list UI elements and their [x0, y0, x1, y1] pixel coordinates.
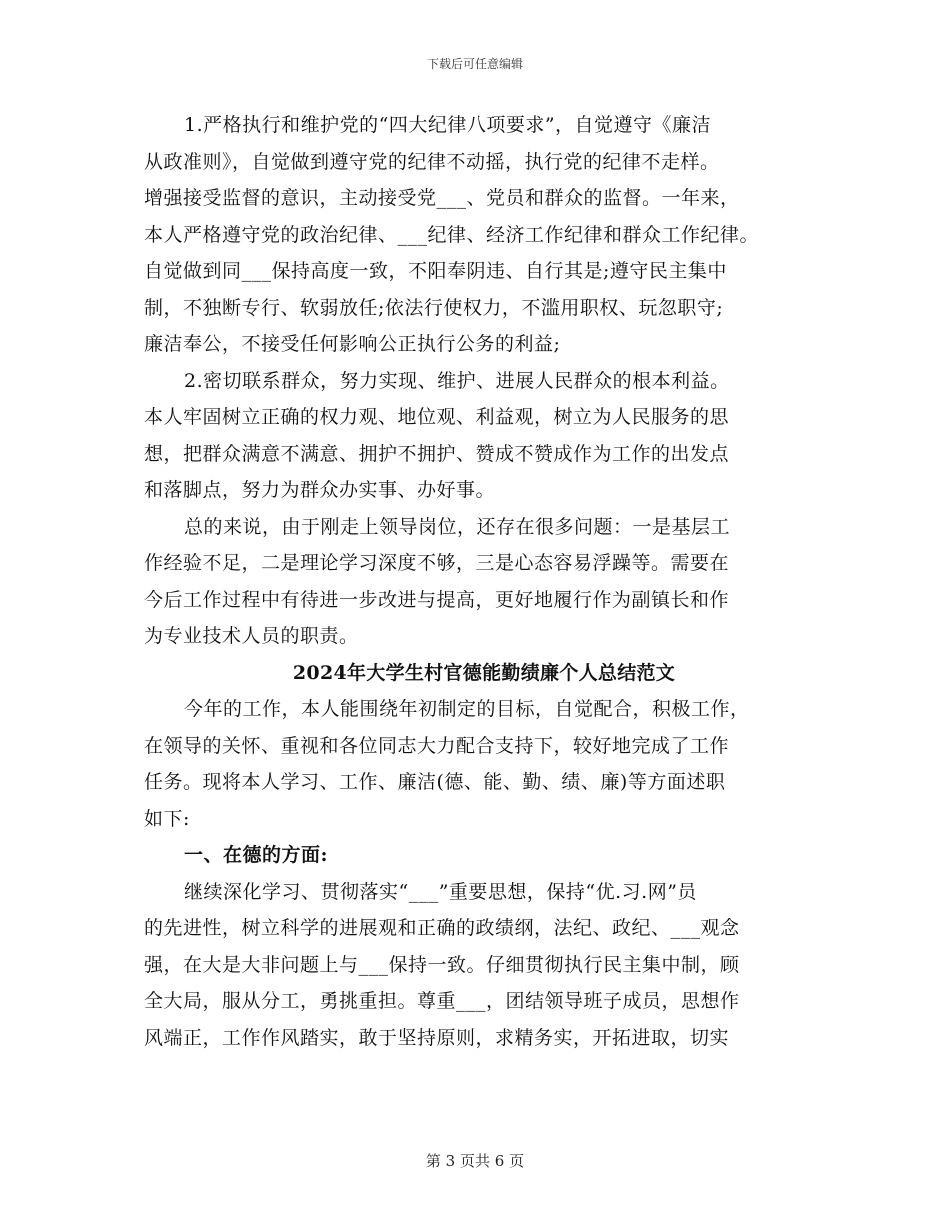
text-line: 风端正，工作作风踏实，敢于坚持原则，求精务实，开拓进取，切实 [144, 1026, 730, 1049]
text-line: 想，把群众满意不满意、拥护不拥护、赞成不赞成作为工作的出发点 [144, 442, 730, 465]
text-line: 今后工作过程中有待进一步改进与提高，更好地履行作为副镇长和作 [144, 588, 730, 611]
text-line: 如下: [144, 807, 190, 830]
text-line: 2.密切联系群众，努力实现、维护、进展人民群众的根本利益。 [184, 369, 730, 392]
page-number: 第 3 页共 6 页 [425, 1152, 525, 1170]
text-line: 自觉做到同___保持高度一致，不阳奉阴违、自行其是;遵守民主集中 [144, 260, 727, 282]
text-line: 增强接受监督的意识，主动接受党___、党员和群众的监督。一年来， [144, 187, 740, 209]
text-line: 1.严格执行和维护党的“四大纪律八项要求”，自觉遵守《廉洁 [184, 114, 712, 136]
text-line: 为专业技术人员的职责。 [144, 625, 359, 647]
text-line: 继续深化学习、贯彻落实“___”重要思想，保持“优.习.网”员 [184, 880, 697, 903]
text-line: 今年的工作，本人能围绕年初制定的目标，自觉配合，积极工作， [184, 698, 750, 720]
text-line: 在领导的关怀、重视和各位同志大力配合支持下，较好地完成了工作 [144, 734, 730, 757]
text-line: 作经验不足，二是理论学习深度不够，三是心态容易浮躁等。需要在 [144, 552, 730, 574]
text-line: 总的来说，由于刚走上领导岗位，还存在很多问题：一是基层工 [184, 515, 731, 538]
section-heading: 一、在德的方面: [184, 844, 329, 866]
document-body [144, 107, 824, 1056]
text-line: 的先进性，树立科学的进展观和正确的政绩纲，法纪、政纪、___观念 [144, 917, 740, 939]
text-line: 制，不独断专行、软弱放任;依法行使权力，不滥用职权、玩忽职守; [144, 296, 724, 319]
text-line: 任务。现将本人学习、工作、廉洁(德、能、勤、绩、廉)等方面述职 [144, 771, 726, 793]
header-note: 下载后可任意编辑 [426, 57, 523, 71]
text-line: 全大局，服从分工，勇挑重担。尊重___，团结领导班子成员，思想作 [144, 990, 740, 1012]
section-title: 2024年大学生村官德能勤绩廉个人总结范文 [292, 661, 676, 684]
text-line: 从政准则》，自觉做到遵守党的纪律不动摇，执行党的纪律不走样。 [144, 150, 720, 173]
text-line: 强，在大是大非问题上与___保持一致。仔细贯彻执行民主集中制，顾 [144, 953, 740, 976]
text-line: 和落脚点，努力为群众办实事、办好事。 [144, 479, 496, 501]
text-line: 本人严格遵守党的政治纪律、___纪律、经济工作纪律和群众工作纪律。 [144, 223, 760, 246]
text-line: 廉洁奉公，不接受任何影响公正执行公务的利益; [144, 333, 561, 355]
text-line: 本人牢固树立正确的权力观、地位观、利益观，树立为人民服务的思 [144, 406, 730, 428]
